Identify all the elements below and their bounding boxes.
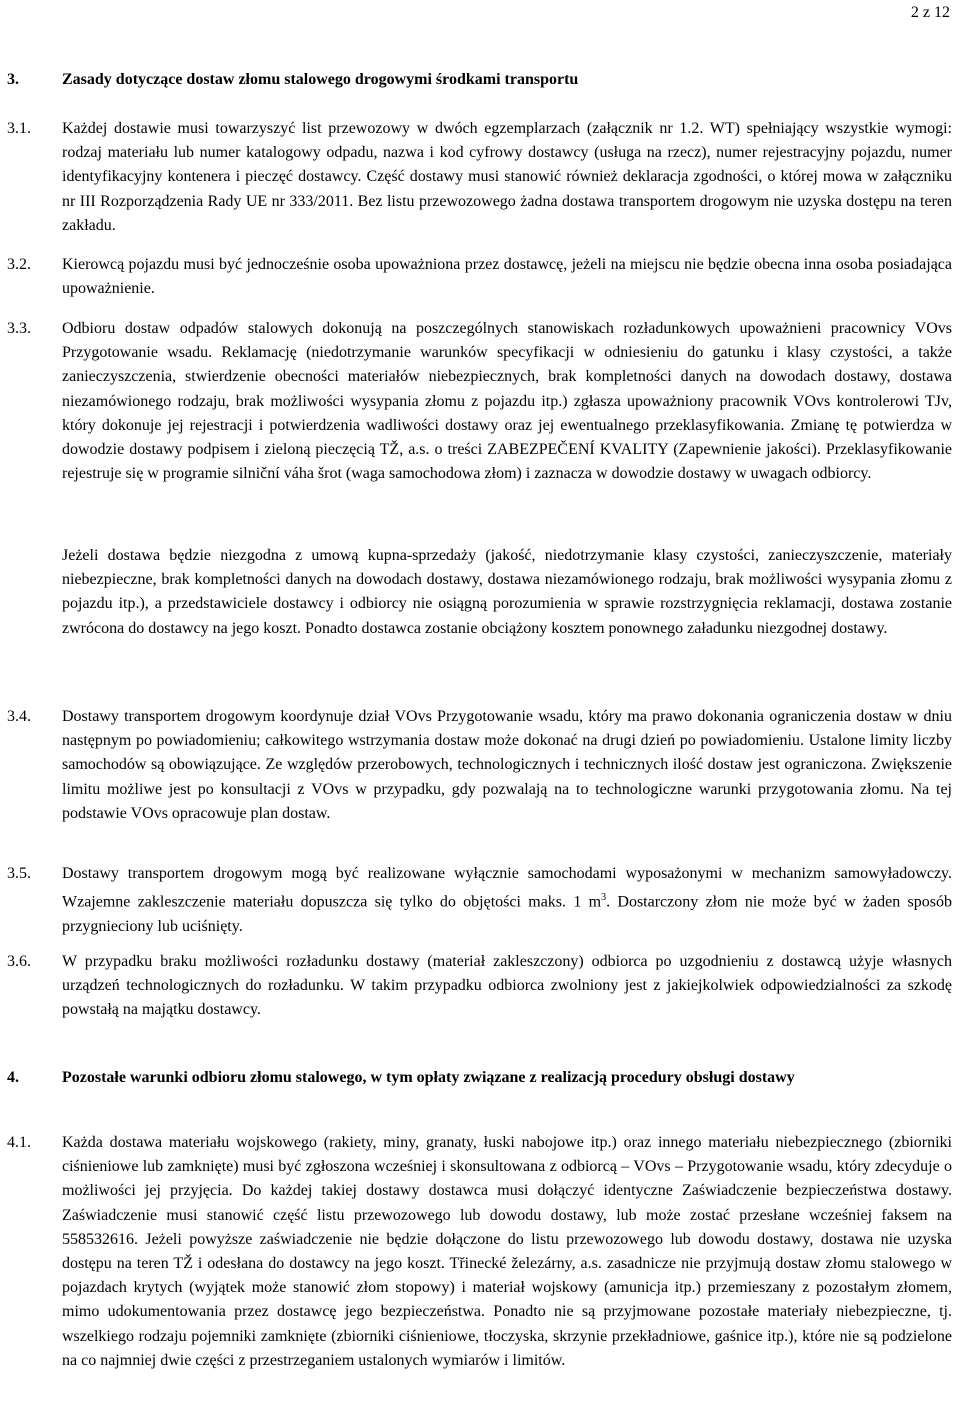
section-number: 3.6. [7,953,31,970]
text-before: Dostawy transportem drogowym mogą być realizowane wyłącznie samochodami wyposażonymi w mechanizm samowyładowczy. Wzajemne zakleszczenie materiału dopuszcza się tylko do objętości maks. 1 m [62,865,952,911]
section-text: Każda dostawa materiału wojskowego (rakiety, miny, granaty, łuski nabojowe itp.) oraz innego materiału niebezpiecznego (zbiorniki ciśnieniowe lub zamknięte) musi być zgłoszona wcześniej i skonsultowana z odbiorcą – VOvs – Przygotowanie wsadu, który zdecyduje o możliwości jej przyjęcia. Do każdej takiej dostawy dostawca musi dołączyć identyczne Zaświadczenie bezpieczeństwa dostawy. Zaświadczenie musi stanowić część listu przewozowego lub dowodu dostawy, lub może zostać przesłane wcześniej faksem na 558532616. Jeżeli powyższe zaświadczenie nie będzie dołączone do listu przewozowego lub dowodu dostawy, dostawa nie uzyska dostępu na teren TŽ i odesłana do dostawcy na jego koszt. Třinecké železárny, a.s. zasadnicze nie przyjmują dostaw złomu stalowego w pojazdach krytych (wyjątek może stanowić złom stopowy) i materiał wojskowy (amunicja itp.) przemieszany z pozostałym złomem, mimo udokumentowania przez dostawcę jego bezpieczeństwa. Ponadto nie są przyjmowane pozostałe materiały niebezpieczne, tj. wszelkiego rodzaju pojemniki zamknięte (zbiorniki ciśnieniowe, tłoczyska, skrzynie przekładniowe, gaśnice itp.), które nie są podzielone na co najmniej dwie części z przestrzeganiem ustalonych wymiarów i limitów. [62,1134,952,1369]
section-3-3 [7,317,952,486]
section-3-1 [7,117,952,238]
section-text: Kierowcą pojazdu musi być jednocześnie osoba upoważniona przez dostawcę, jeżeli na miejscu nie będzie obecna inna osoba posiadająca upoważnienie. [62,256,952,298]
section-number: 3.2. [7,256,31,273]
section-text: Każdej dostawie musi towarzyszyć list przewozowy w dwóch egzemplarzach (załącznik nr 1.2. WT) spełniający wszystkie wymogi: rodzaj materiału lub numer katalogowy odpadu, nazwa i kod cyfrowy dostawcy (usługa na rzecz), numer rejestracyjny pojazdu, numer identyfikacyjny kontenera i pieczęć dostawcy. Część dostawy musi stanowić również deklaracja zgodności, o której mowa w załączniku nr III Rozporządzenia Rady UE nr 333/2011. Bez listu przewozowego żadna dostawa transportem drogowym nie uzyska dostępu na teren zakładu. [62,120,952,234]
section-3-5 [7,862,952,939]
section-3-6 [7,950,952,1023]
section-number: 3.5. [7,865,31,882]
section-3-heading [7,68,952,92]
section-text [62,862,952,939]
section-text: Jeżeli dostawa będzie niezgodna z umową kupna-sprzedaży (jakość, niedotrzymanie klasy czystości, zanieczyszczenie, materiały niebezpieczne, brak kompletności danych na dowodach dostawy, dostawa niezamówionego rodzaju, brak możliwości wysypania złomu z pojazdu itp.), a przedstawiciele dostawcy i odbiorcy nie osiągną porozumienia w sprawie rozstrzygnięcia reklamacji, dostawa zostanie zwrócona do dostawcy na jego koszt. Ponadto dostawca zostanie obciążony kosztem ponownego załadunku niezgodnej dostawy. [62,547,952,637]
section-number: 3. [7,71,19,88]
section-number: 3.1. [7,120,31,137]
text-after: . Dostarczony złom nie może być w żaden sposób przygnieciony lub uciśnięty. [62,893,952,935]
section-4-heading [7,1066,952,1090]
section-4-1 [7,1131,952,1373]
section-number: 4.1. [7,1134,31,1151]
section-number: 3.4. [7,708,31,725]
page-number: 2 z 12 [910,4,950,21]
section-number: 3.3. [7,320,31,337]
section-3-2 [7,253,952,301]
section-text: W przypadku braku możliwości rozładunku dostawy (materiał zakleszczony) odbiorca po uzgodnieniu z dostawcą użyje własnych urządzeń technologicznych do rozładunku. W takim przypadku odbiorca zwolniony jest z jakiejkolwiek odpowiedzialności za szkodę powstałą na majątku dostawcy. [62,953,952,1019]
section-title: Pozostałe warunki odbioru złomu stalowego, w tym opłaty związane z realizacją procedury obsługi dostawy [62,1069,795,1086]
section-3-4 [7,705,952,826]
section-text: Odbioru dostaw odpadów stalowych dokonują na poszczególnych stanowiskach rozładunkowych upoważnieni pracownicy VOvs Przygotowanie wsadu. Reklamację (niedotrzymanie warunków specyfikacji w odniesieniu do gatunku i klasy czystości, a także zanieczyszczenia, stwierdzenie obecności materiałów niebezpiecznych, brak kompletności danych na dowodach dostawy, dostawa niezamówionego rodzaju, brak możliwości wysypania złomu z pojazdu itp.) zgłasza upoważniony pracownik VOvs kontrolerowi TJv, który dokonuje jej rejestracji i potwierdzenia wadliwości dostawy oraz jej ewentualnego przeklasyfikowania. Zmianę tę potwierdza w dowodzie dostawy podpisem i zieloną pieczęcią TŽ, a.s. o treści ZABEZPEČENÍ KVALITY (Zapewnienie jakości). Przeklasyfikowanie rejestruje się w programie silniční váha šrot (waga samochodowa złom) i zaznacza w dowodzie dostawy w uwagach odbiorcy. [62,320,952,483]
superscript: 3 [601,892,607,904]
section-number: 4. [7,1069,19,1086]
section-text: Dostawy transportem drogowym koordynuje dział VOvs Przygotowanie wsadu, który ma prawo dokonania ograniczenia dostaw w dniu następnym po powiadomieniu; całkowitego wstrzymania dostaw może dokonać na drugi dzień po powiadomieniu. Ustalone limity liczby samochodów są obowiązujące. Ze względów przerobowych, technologicznych i technicznych ilość dostaw jest ograniczona. Zwiększenie limitu możliwe jest po konsultacji z VOvs w przypadku, gdy pozwalają na to technologiczne warunki przygotowania złomu. Na tej podstawie VOvs opracowuje plan dostaw. [62,708,952,822]
section-3-3-paragraph-2 [7,544,952,641]
section-title: Zasady dotyczące dostaw złomu stalowego drogowymi środkami transportu [62,71,579,88]
